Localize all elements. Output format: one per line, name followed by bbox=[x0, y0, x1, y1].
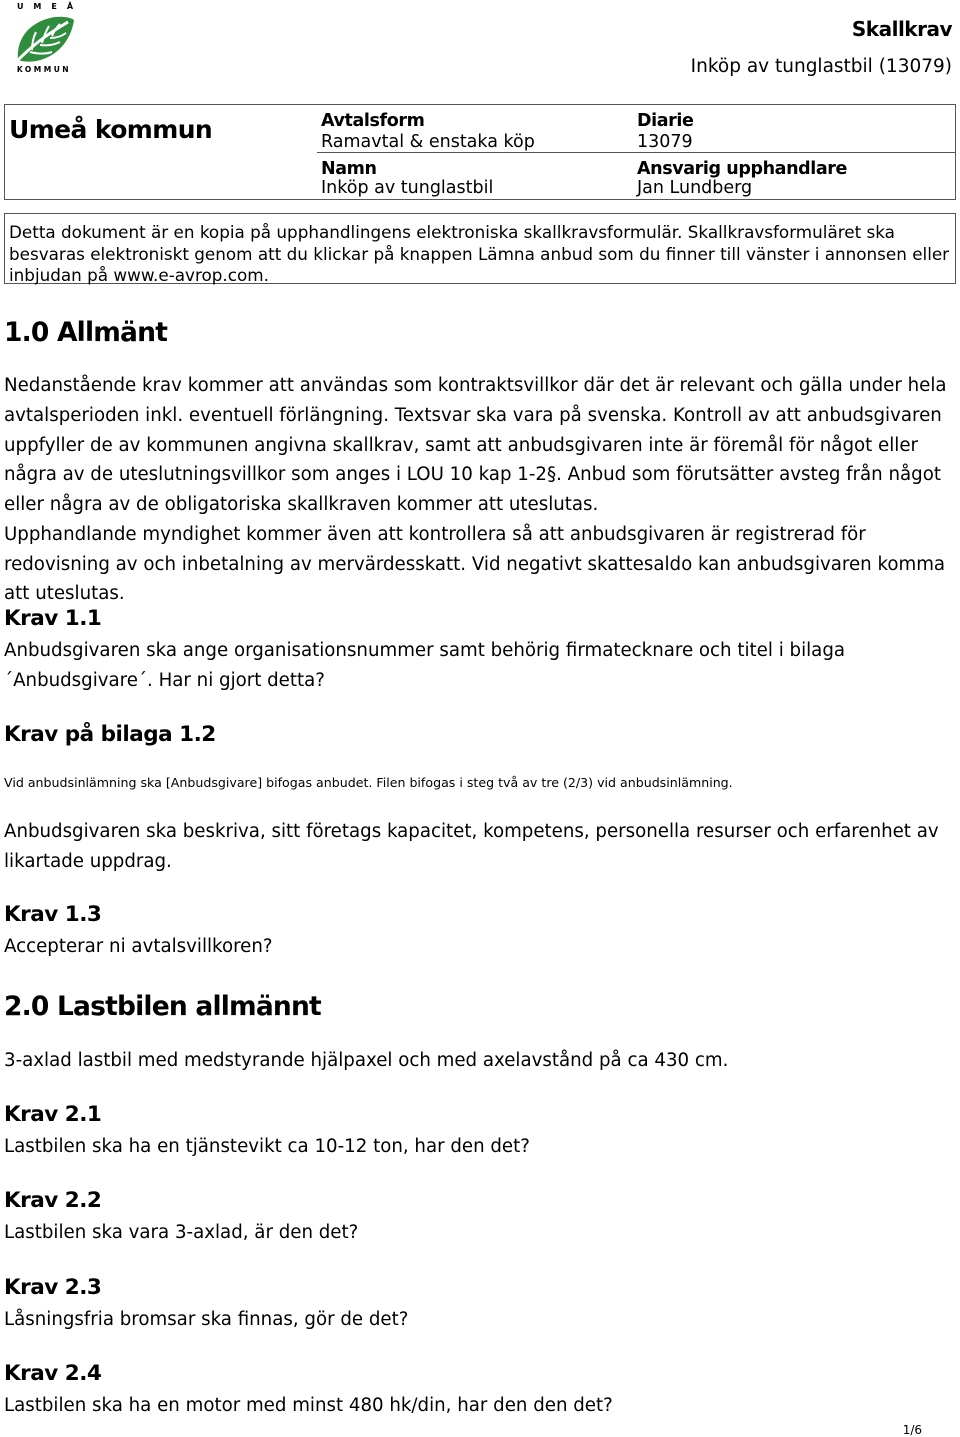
section-1-intro: Nedanstående krav kommer att användas som kontraktsvillkor där det är relevant och gälla under hela avtalsperioden inkl. eventuell förlängning. Textsvar ska vara på svenska. Kontroll av att anbudsgivaren uppfyller de av kommunen angivna skallkrav, samt att anbudsgivaren inte är föremål för något eller några av de uteslutningsvillkor som anges i LOU 10 kap 1-2§. Anbud som förutsätter avsteg från något eller några av de obligatoriska skallkraven kommer att uteslutas. bbox=[4, 375, 947, 516]
section-2-intro: 3-axlad lastbil med medstyrande hjälpaxel och med axelavstånd på ca 430 cm. bbox=[4, 1050, 729, 1071]
upphandlare-label: Ansvarig upphandlare bbox=[637, 159, 847, 179]
upphandlare-value: Jan Lundberg bbox=[637, 178, 753, 198]
krav-1-1-title: Krav 1.1 bbox=[4, 606, 102, 631]
section-2-title: 2.0 Lastbilen allmännt bbox=[4, 991, 321, 1022]
electronic-form-notice: Detta dokument är en kopia på upphandlingens elektroniska skallkravsformulär. Skallkravsformuläret ska besvaras elektroniskt genom att du klickar på knappen Lämna anbud som du finner till vänster i annonsen eller inbjudan på www.e-avrop.com. bbox=[4, 213, 956, 284]
krav-2-1-text: Lastbilen ska ha en tjänstevikt ca 10-12 ton, har den det? bbox=[4, 1136, 530, 1157]
krav-bilaga-1-2-text: Anbudsgivaren ska beskriva, sitt företags kapacitet, kompetens, personella resurser och erfarenhet av likartade uppdrag. bbox=[4, 821, 939, 872]
organization-name: Umeå kommun bbox=[9, 115, 213, 144]
krav-2-3-title: Krav 2.3 bbox=[4, 1275, 102, 1300]
leaf-icon bbox=[12, 12, 76, 66]
document-subtitle: Inköp av tunglastbil (13079) bbox=[690, 56, 952, 77]
krav-2-4-title: Krav 2.4 bbox=[4, 1361, 102, 1386]
namn-value: Inköp av tunglastbil bbox=[321, 178, 494, 198]
krav-2-1-title: Krav 2.1 bbox=[4, 1102, 102, 1127]
krav-2-2-text: Lastbilen ska vara 3-axlad, är den det? bbox=[4, 1222, 359, 1243]
logo-bottom-text: KOMMUN bbox=[16, 65, 72, 74]
umea-kommun-logo bbox=[8, 2, 84, 78]
logo-top-text: UMEÅ bbox=[16, 2, 84, 11]
procurement-info-table bbox=[4, 104, 956, 200]
avtalsform-label: Avtalsform bbox=[321, 111, 425, 131]
namn-label: Namn bbox=[321, 159, 377, 179]
table-row-divider bbox=[317, 152, 955, 153]
page-number: 1/6 bbox=[902, 1423, 922, 1437]
krav-bilaga-1-2-note: Vid anbudsinlämning ska [Anbudsgivare] bifogas anbudet. Filen bifogas i steg två av tre (2/3) vid anbudsinlämning. bbox=[4, 775, 733, 790]
document-type: Skallkrav bbox=[851, 17, 952, 41]
avtalsform-value: Ramavtal & enstaka köp bbox=[321, 132, 535, 152]
krav-1-1-text: Anbudsgivaren ska ange organisationsnummer samt behörig firmatecknare och titel i bilaga ´Anbudsgivare´. Har ni gjort detta? bbox=[4, 640, 846, 691]
krav-2-2-title: Krav 2.2 bbox=[4, 1188, 102, 1213]
krav-2-3-text: Låsningsfria bromsar ska finnas, gör de det? bbox=[4, 1309, 409, 1330]
diarie-value: 13079 bbox=[637, 132, 693, 152]
krav-1-3-text: Accepterar ni avtalsvillkoren? bbox=[4, 936, 273, 957]
krav-bilaga-1-2-title: Krav på bilaga 1.2 bbox=[4, 722, 216, 747]
diarie-label: Diarie bbox=[637, 111, 694, 131]
section-1-intro-2: Upphandlande myndighet kommer även att kontrollera så att anbudsgivaren är registrerad för redovisning av och inbetalning av mervärdesskatt. Vid negativt skattesaldo kan anbudsgivaren komma att uteslutas. bbox=[4, 524, 946, 605]
krav-1-3-title: Krav 1.3 bbox=[4, 902, 102, 927]
section-1-title: 1.0 Allmänt bbox=[4, 317, 168, 348]
krav-2-4-text: Lastbilen ska ha en motor med minst 480 hk/din, har den den det? bbox=[4, 1395, 613, 1416]
